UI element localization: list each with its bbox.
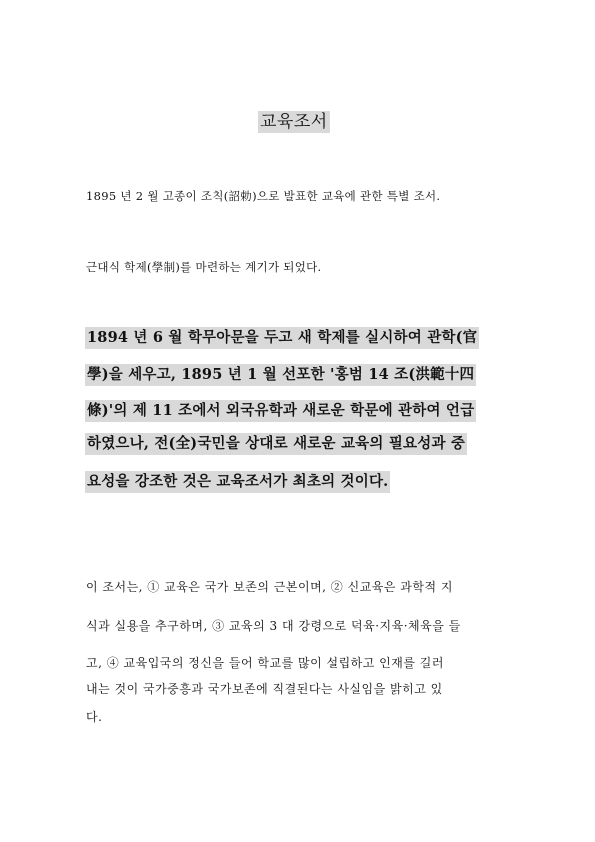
intro-line-2: 근대식 학제(學制)를 마련하는 계기가 되었다. [86,260,322,274]
highlight-line-3: 條)'의 제 11 조에서 외국유학과 새로운 학문에 관하여 언급 [85,400,476,422]
body-line-5: 다. [86,710,103,724]
body-line-3: 고, ④ 교육입국의 정신을 들어 학교를 많이 설립하고 인재를 길러 [86,656,444,670]
document-title: 교육조서 [260,112,328,132]
body-line-4: 내는 것이 국가중흥과 국가보존에 직결된다는 사실임을 밝히고 있 [86,682,443,696]
intro-line-1: 1895 년 2 월 고종이 조칙(詔勅)으로 발표한 교육에 관한 특별 조서. [86,189,441,203]
highlight-line-1: 1894 년 6 월 학무아문을 두고 새 학제를 실시하여 관학(官 [85,327,479,349]
body-line-1: 이 조서는, ① 교육은 국가 보존의 근본이며, ② 신교육은 과학적 지 [86,580,453,594]
highlight-line-4: 하였으나, 전(全)국민을 상대로 새로운 교육의 필요성과 중 [85,433,467,455]
highlight-line-2: 學)을 세우고, 1895 년 1 월 선포한 '홍범 14 조(洪範十四 [85,364,476,386]
highlight-line-5: 요성을 강조한 것은 교육조서가 최초의 것이다. [85,471,390,493]
body-line-2: 식과 실용을 추구하며, ③ 교육의 3 대 강령으로 덕육·지육·체육을 들 [86,619,461,633]
